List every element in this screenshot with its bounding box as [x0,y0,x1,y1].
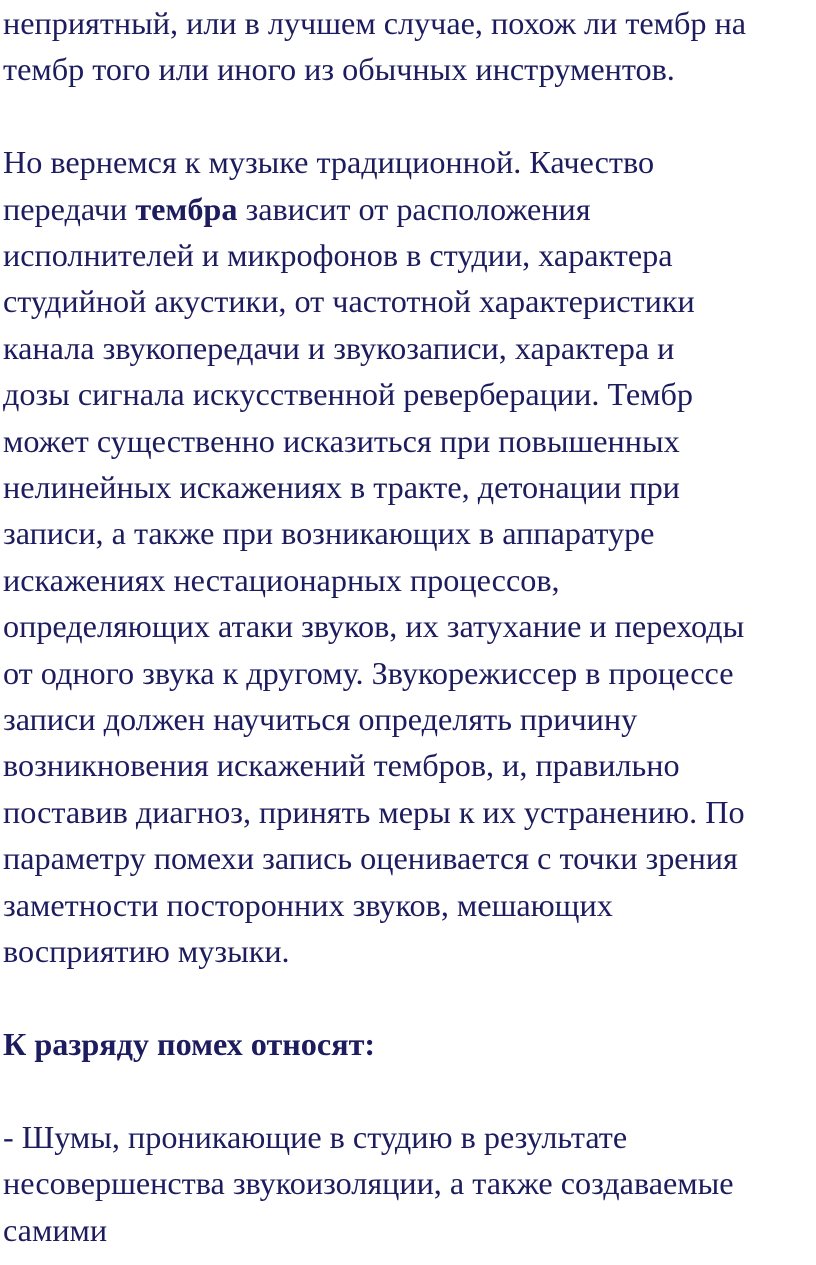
text-line: параметру помехи запись оценивается с точки зрения [3,840,738,877]
text-line: записи должен научиться определять причину [3,701,638,738]
text-line: определяющих атаки звуков, их затухание и переходы [3,608,745,645]
text-line: канала звукопередачи и звукозаписи, характера и [3,329,675,366]
text-line: восприятию музыки. [3,933,290,970]
text-line: неприятный, или в лучшем случае, похож ли тембр на [3,5,747,41]
heading-text: К разряду помех относят: [3,1025,376,1062]
text-line: возникновения искажений тембров, и, правильно [3,747,680,784]
text-line: - Шумы, проникающие в студию в результате [3,1118,628,1155]
text-line: нелинейных искажениях в тракте, детонации при [3,469,680,506]
bold-term: тембра [135,190,238,227]
text-line: тембр того или иного из обычных инструментов. [3,51,675,88]
text-line: Но вернемся к музыке традиционной. Качество [3,144,655,181]
text-line: от одного звука к другому. Звукорежиссер в процессе [3,654,734,691]
text-line: записи, а также при возникающих в аппаратуре [3,515,655,552]
text-line: несовершенства звукоизоляции, а также создаваемые [3,1165,734,1202]
text-segment: зависит от расположения [237,190,591,227]
text-line: искажениях нестационарных процессов, [3,561,560,598]
text-line: дозы сигнала искусственной реверберации. Тембр [3,376,694,413]
text-segment: передачи [3,190,136,227]
section-heading [3,1021,812,1067]
text-line: студийной акустики, от частотной характеристики [3,283,695,320]
text-line: заметности посторонних звуков, мешающих [3,886,613,923]
text-line: поставив диагноз, принять меры к их устранению. По [3,793,745,830]
text-line: самими [3,1211,108,1248]
paragraph-noise [3,1114,812,1253]
paragraph-intro [3,0,812,93]
text-line: исполнителей и микрофонов в студии, характера [3,237,673,274]
paragraph-timbre [3,139,812,974]
text-line [3,186,812,232]
text-line: может существенно исказиться при повышенных [3,422,680,459]
